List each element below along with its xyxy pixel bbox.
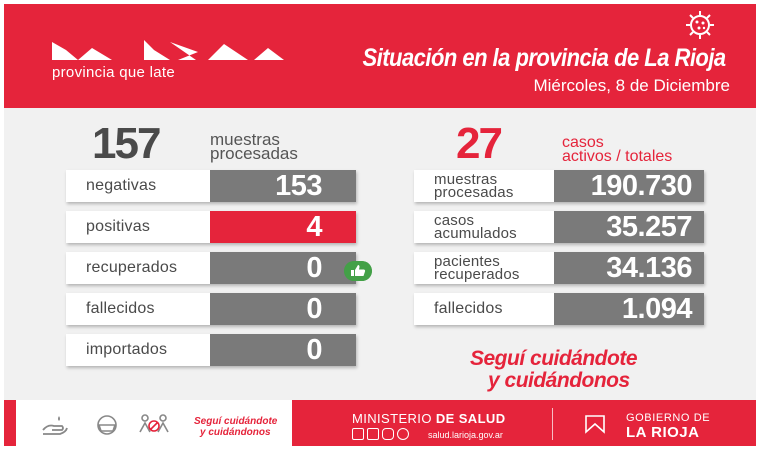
row-value: 190.730 xyxy=(554,170,704,202)
row-value: 0 xyxy=(210,334,356,366)
slogan-line2: y cuidándonos xyxy=(488,369,630,392)
ministry-name xyxy=(352,411,506,426)
thumbs-up-icon xyxy=(344,261,372,281)
row-label: fallecidos xyxy=(434,300,503,317)
row-value: 0 xyxy=(210,252,356,284)
ministry-name-part1: MINISTERIO xyxy=(352,411,432,426)
active-label-line1: casos xyxy=(562,134,604,151)
row-value: 35.257 xyxy=(554,211,704,243)
footer-slogan-line1: Seguí cuidándote xyxy=(194,416,278,427)
row-fallecidos-totales xyxy=(414,293,704,325)
row-pacientes-recuperados xyxy=(414,252,704,284)
row-importados xyxy=(66,334,356,366)
samples-processed-total: 157 xyxy=(92,119,160,168)
social-icons xyxy=(352,428,409,440)
gobierno-logo-icon xyxy=(584,414,606,434)
footer-accent-bar xyxy=(4,400,16,446)
row-label xyxy=(414,211,517,243)
row-label-line2: recuperados xyxy=(434,266,520,283)
infographic xyxy=(4,4,756,446)
row-label: positivas xyxy=(86,218,151,235)
row-label-line1: muestras xyxy=(434,171,498,188)
row-label xyxy=(414,170,514,202)
row-fallecidos xyxy=(66,293,356,325)
facebook-icon[interactable] xyxy=(352,428,364,440)
row-positivas xyxy=(66,211,356,243)
row-value: 1.094 xyxy=(554,293,704,325)
slogan-line1: Seguí cuidándote xyxy=(470,347,638,370)
row-value: 34.136 xyxy=(554,252,704,284)
slogan xyxy=(470,348,637,392)
footer-divider xyxy=(552,408,553,440)
row-label-line1: casos xyxy=(434,212,475,229)
samples-label xyxy=(210,130,298,163)
row-label: fallecidos xyxy=(86,300,155,317)
hand-wash-icon xyxy=(40,412,70,438)
web-icon[interactable] xyxy=(397,428,409,440)
distance-icon xyxy=(136,412,172,438)
row-label: importados xyxy=(86,341,168,358)
row-casos-acumulados xyxy=(414,211,704,243)
footer-slogan xyxy=(194,416,277,438)
la-rioja-label: LA RIOJA xyxy=(626,424,700,441)
row-value: 0 xyxy=(210,293,356,325)
twitter-icon[interactable] xyxy=(367,428,379,440)
virus-icon xyxy=(678,10,722,40)
samples-label-line2: procesadas xyxy=(210,144,298,163)
row-label: recuperados xyxy=(86,259,178,276)
active-label-line2: activos / totales xyxy=(562,148,673,165)
row-value: 4 xyxy=(210,211,356,243)
row-muestras-procesadas xyxy=(414,170,704,202)
report-date: Miércoles, 8 de Diciembre xyxy=(533,76,730,95)
instagram-icon[interactable] xyxy=(382,428,394,440)
gobierno-label: GOBIERNO DE xyxy=(626,412,711,424)
samples-label-line1: muestras xyxy=(210,130,280,149)
row-label-line2: procesadas xyxy=(434,184,514,201)
active-cases-total: 27 xyxy=(456,119,501,168)
brand-tagline: provincia que late xyxy=(52,64,175,81)
row-label: negativas xyxy=(86,177,157,194)
row-label xyxy=(414,252,520,284)
ministry-name-part2: DE SALUD xyxy=(435,411,506,426)
footer-slogan-line2: y cuidándonos xyxy=(200,427,271,438)
row-value: 153 xyxy=(210,170,356,202)
active-cases-label xyxy=(562,136,672,164)
website-link[interactable]: salud.larioja.gov.ar xyxy=(428,430,503,440)
row-label-line1: pacientes xyxy=(434,253,501,270)
mask-icon xyxy=(92,414,122,436)
row-recuperados xyxy=(66,252,356,284)
row-negativas xyxy=(66,170,356,202)
page-title: Situación en la provincia de La Rioja xyxy=(362,44,726,72)
row-label-line2: acumulados xyxy=(434,225,517,242)
